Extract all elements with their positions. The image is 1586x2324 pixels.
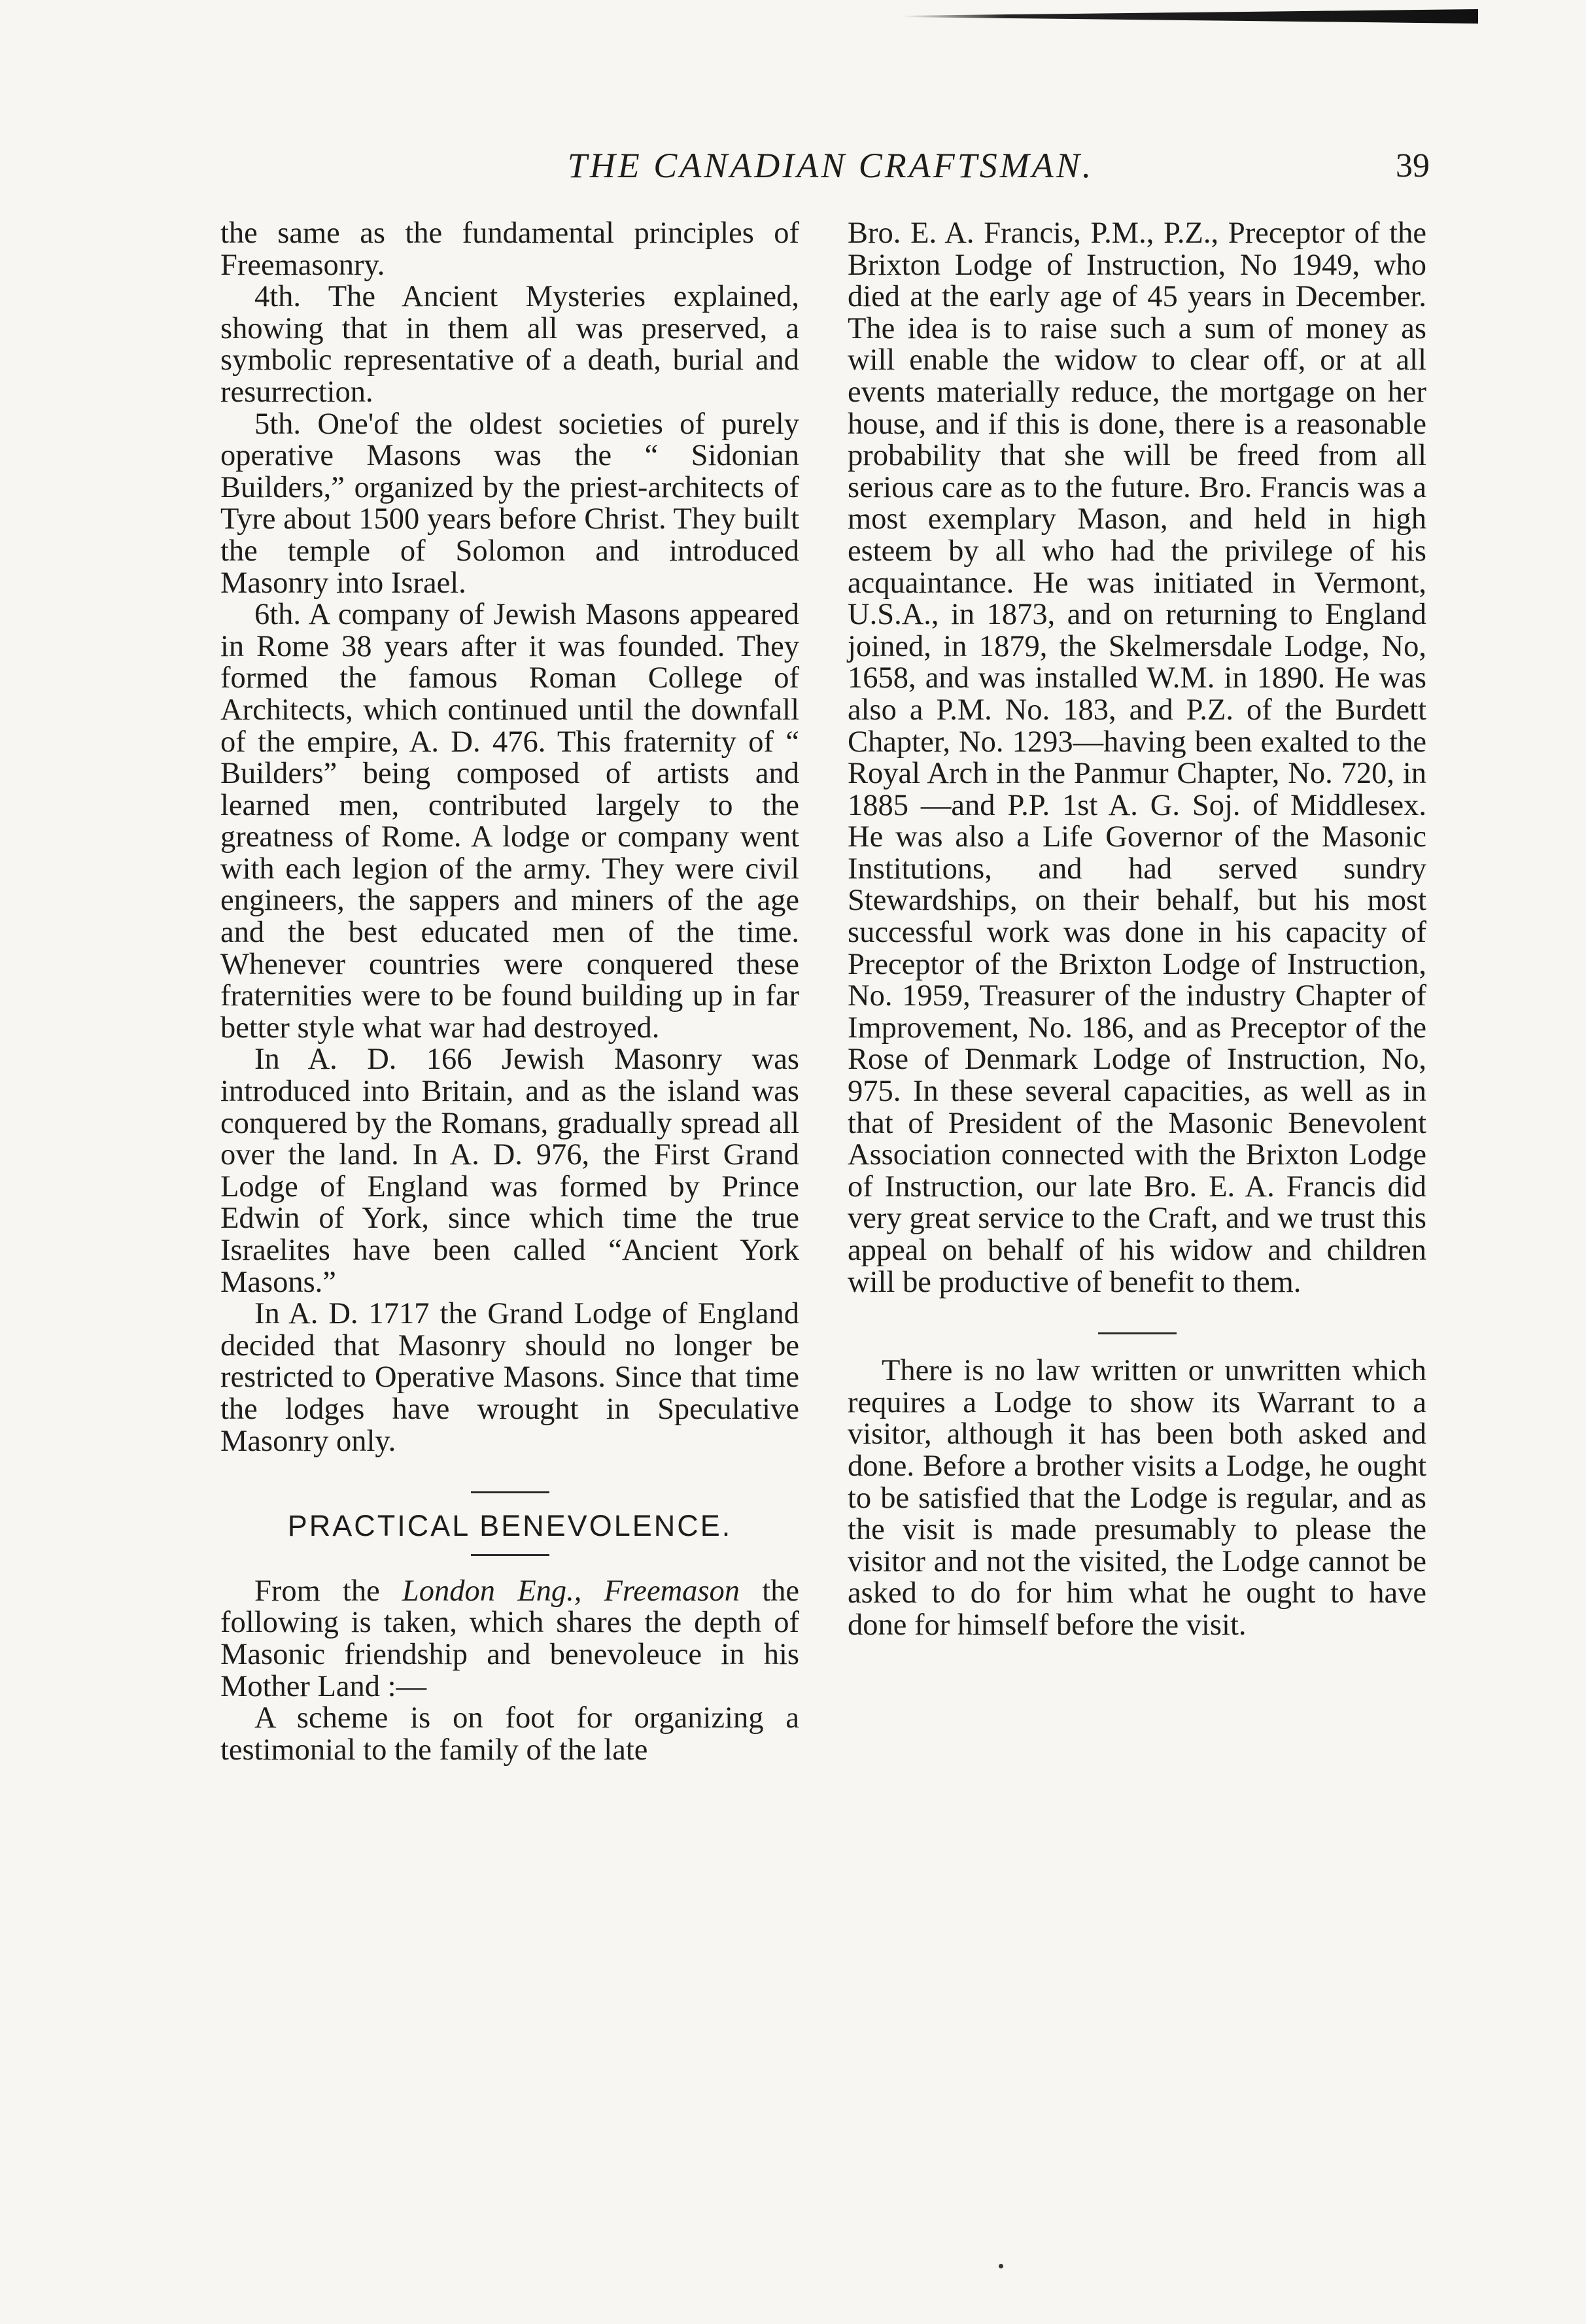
left-column xyxy=(220,218,799,1766)
paragraph: A scheme is on foot for organizing a testimonial to the family of the late xyxy=(220,1701,799,1767)
paragraph: Bro. E. A. Francis, P.M., P.Z., Preceptor of the Brixton Lodge of Instruction, No 1949, who died at the early age of 45 years in December. The idea is to raise such a sum of money as will enable the widow to clear off, or at all events materially reduce, the mortgage on her house, and if this is done, there is a reasonable probability that she will be freed from all serious care as to the future. Bro. Francis was a most exemplary Mason, and held in high esteem by all who had the privilege of his acquaintance. He was initiated in Vermont, U.S.A., in 1873, and on returning to England joined, in 1879, the Skelmersdale Lodge, No, 1658, and was installed W.M. in 1890. He was also a P.M. No. 183, and P.Z. of the Burdett Chapter, No. 1293—having been exalted to the Royal Arch in the Panmur Chapter, No. 720, in 1885 —and P.P. 1st A. G. Soj. of Middlesex. He was also a Life Governor of the Masonic Institutions, and had served sundry Stewardships, on their behalf, but his most successful work was done in his capacity of Preceptor of the Brixton Lodge of Instruction, No. 1959, Treasurer of the industry Chapter of Improvement, No. 186, and as Preceptor of the Rose of Denmark Lodge of Instruction, No, 975. In these several capacities, as well as in that of President of the Masonic Benevolent Association connected with the Brixton Lodge of Instruction, our late Bro. E. A. Francis did very great service to the Craft, and we trust this appeal on behalf of his widow and children will be productive of benefit to them. xyxy=(848,217,1426,1299)
source-citation: London Eng., Freemason xyxy=(402,1574,740,1608)
article-heading: PRACTICAL BENEVOLENCE. xyxy=(287,1509,733,1543)
paragraph xyxy=(220,1576,799,1703)
paragraph: There is no law written or unwritten which requires a Lodge to show its Warrant to a visitor, although it has been both asked and done. Before a brother visits a Lodge, he ought to be satisfied that the Lodge is regular, and as the visit is made presumably to please the visitor and not the visited, the Lodge cannot be asked to do for him what he ought to have done for himself before the visit. xyxy=(848,1354,1426,1642)
text-run: the following is taken, which shares the depth of Masonic friendship and benevoleuce in his Mother Land :— xyxy=(220,1574,799,1703)
footer-dot xyxy=(999,2264,1003,2268)
paragraph: 5th. One'of the oldest societies of purely operative Masons was the “ Sidonian Builders,” organized by the priest-architects of Tyre about 1500 years before Christ. They built the temple of Solomon and introduced Masonry into Israel. xyxy=(220,407,799,600)
paragraph: 4th. The Ancient Mysteries explained, showing that in them all was preserved, a symbolic representative of a death, burial and resurrection. xyxy=(220,280,799,409)
text-run: From the xyxy=(254,1574,402,1608)
paragraph: the same as the fundamental principles of Freemasonry. xyxy=(220,217,799,282)
right-column xyxy=(848,218,1426,1642)
paragraph: In A. D. 1717 the Grand Lodge of England decided that Masonry should no longer be restricted to Operative Masons. Since that time the lodges have wrought in Speculative Masonry only. xyxy=(220,1297,799,1458)
page-number: 39 xyxy=(1396,147,1430,184)
paragraph: In A. D. 166 Jewish Masonry was introduced into Britain, and as the island was conquered by the Romans, gradually spread all over the land. In A. D. 976, the First Grand Lodge of England was formed by Prince Edwin of York, since which time the true Israelites have been called “Ancient York Masons.” xyxy=(220,1043,799,1299)
top-border-rule xyxy=(903,9,1478,24)
running-title: THE CANADIAN CRAFTSMAN. xyxy=(567,146,1094,185)
page-header xyxy=(0,145,1586,198)
paragraph: 6th. A company of Jewish Masons appeared in Rome 38 years after it was founded. They formed the famous Roman College of Architects, which continued until the downfall of the empire, A. D. 476. This fraternity of “ Builders” being composed of artists and learned men, contributed largely to the greatness of Rome. A lodge or company went with each legion of the army. They were civil engineers, the sappers and miners of the age and the best educated men of the time. Whenever countries were conquered these fraternities were to be found building up in far better style what war had destroyed. xyxy=(220,598,799,1045)
